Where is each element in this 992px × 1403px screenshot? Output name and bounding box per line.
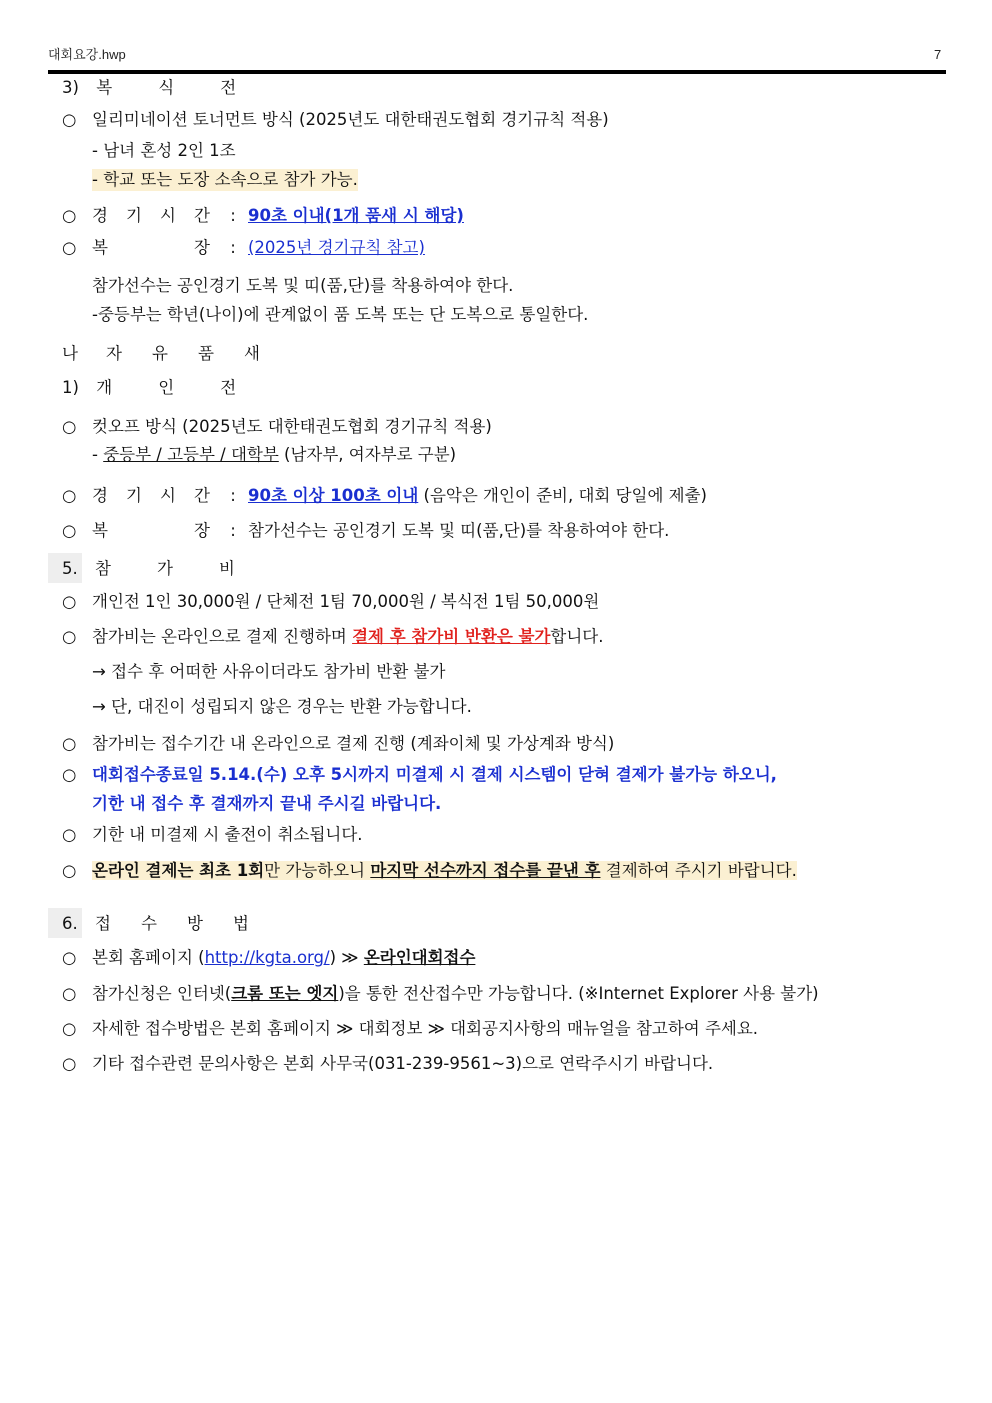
- fee-heading: 5. 참 가 비: [62, 559, 235, 578]
- pair-sub2: - 학교 또는 도장 소속으로 참가 가능.: [92, 170, 358, 189]
- fee-amounts: ○ 개인전 1인 30,000원 / 단체전 1팀 70,000원 / 복식전 1팀 50,000원: [62, 592, 600, 611]
- pair-time-value: 90초 이내(1개 품새 시 해당): [248, 206, 464, 225]
- document-filename: 대회요강.hwp: [48, 47, 126, 62]
- online-entry-link[interactable]: 온라인대회접수: [363, 948, 476, 967]
- pair-time: ○ 경 기 시 간 : 90초 이내(1개 품새 시 해당): [62, 206, 464, 225]
- apply-contact: ○ 기타 접수관련 문의사항은 본회 사무국(031-239-9561~3)으로 연락주시기 바랍니다.: [62, 1054, 714, 1073]
- pair-sub1: - 남녀 혼성 2인 1조: [92, 141, 236, 160]
- apply-manual: ○ 자세한 접수방법은 본회 홈페이지 ≫ 대회정보 ≫ 대회공지사항의 매뉴얼을 참고하여 주세요.: [62, 1019, 759, 1038]
- pair-num: 3): [62, 78, 79, 97]
- page-number: 7: [934, 47, 942, 62]
- pair-uniform: ○ 복 장 : (2025년 경기규칙 참고): [62, 238, 425, 257]
- individual-uniform: ○ 복 장 : 참가선수는 공인경기 도복 및 띠(품,단)를 착용하여야 한다.: [62, 521, 670, 540]
- pair-method: ○ 일리미네이션 토너먼트 방식 (2025년도 대한태권도협회 경기규칙 적용): [62, 110, 609, 129]
- header-rule: [48, 70, 946, 74]
- fee-cancel: ○ 기한 내 미결제 시 출전이 취소됩니다.: [62, 825, 363, 844]
- individual-method: ○ 컷오프 방식 (2025년도 대한태권도협회 경기규칙 적용): [62, 417, 492, 436]
- fee-deadline-cont: 기한 내 접수 후 결재까지 끝내 주시길 바랍니다.: [92, 794, 442, 813]
- fee-arrow1: → 접수 후 어떠한 사유이더라도 참가비 반환 불가: [92, 662, 446, 681]
- individual-time-value: 90초 이상 100초 이내: [248, 486, 419, 505]
- apply-browser: ○ 참가신청은 인터넷(크롬 또는 엣지)을 통한 전산접수만 가능합니다. (※Internet Explorer 사용 불가): [62, 984, 819, 1003]
- apply-heading: 6. 접 수 방 법: [62, 914, 249, 933]
- fee-arrow2: → 단, 대진이 성립되지 않은 경우는 반환 가능합니다.: [92, 697, 472, 716]
- pair-heading: 3) 복 식 전: [62, 78, 237, 97]
- apply-homepage: ○ 본회 홈페이지 (http://kgta.org/) ≫ 온라인대회접수: [62, 948, 476, 967]
- fee-method: ○ 참가비는 접수기간 내 온라인으로 결제 진행 (계좌이체 및 가상계좌 방식): [62, 734, 615, 753]
- homepage-link[interactable]: http://kgta.org/: [204, 948, 330, 967]
- refund-notice: 결제 후 참가비 반환은 불가: [352, 627, 551, 646]
- pair-note2: -중등부는 학년(나이)에 관계없이 품 도복 또는 단 도복으로 통일한다.: [92, 305, 589, 324]
- individual-time: ○ 경 기 시 간 : 90초 이상 100초 이내 (음악은 개인이 준비, 대회 당일에 제출): [62, 486, 707, 505]
- fee-deadline: ○ 대회접수종료일 5.14.(수) 오후 5시까지 미결제 시 결제 시스템이 닫혀 결제가 불가능 하오니,: [62, 765, 777, 784]
- pair-note1: 참가선수는 공인경기 도복 및 띠(품,단)를 착용하여야 한다.: [92, 276, 514, 295]
- pair-uniform-link[interactable]: (2025년 경기규칙 참고): [248, 238, 425, 257]
- fee-once: ○ 온라인 결제는 최초 1회만 가능하오니 마지막 선수까지 접수를 끝낸 후 결제하여 주시기 바랍니다.: [62, 861, 797, 880]
- individual-divisions: - 중등부 / 고등부 / 대학부 (남자부, 여자부로 구분): [92, 445, 457, 464]
- individual-heading: 1) 개 인 전: [62, 378, 237, 397]
- fee-payment: ○ 참가비는 온라인으로 결제 진행하며 결제 후 참가비 반환은 불가합니다.: [62, 627, 604, 646]
- freestyle-heading: 나 자 유 품 새: [62, 344, 260, 363]
